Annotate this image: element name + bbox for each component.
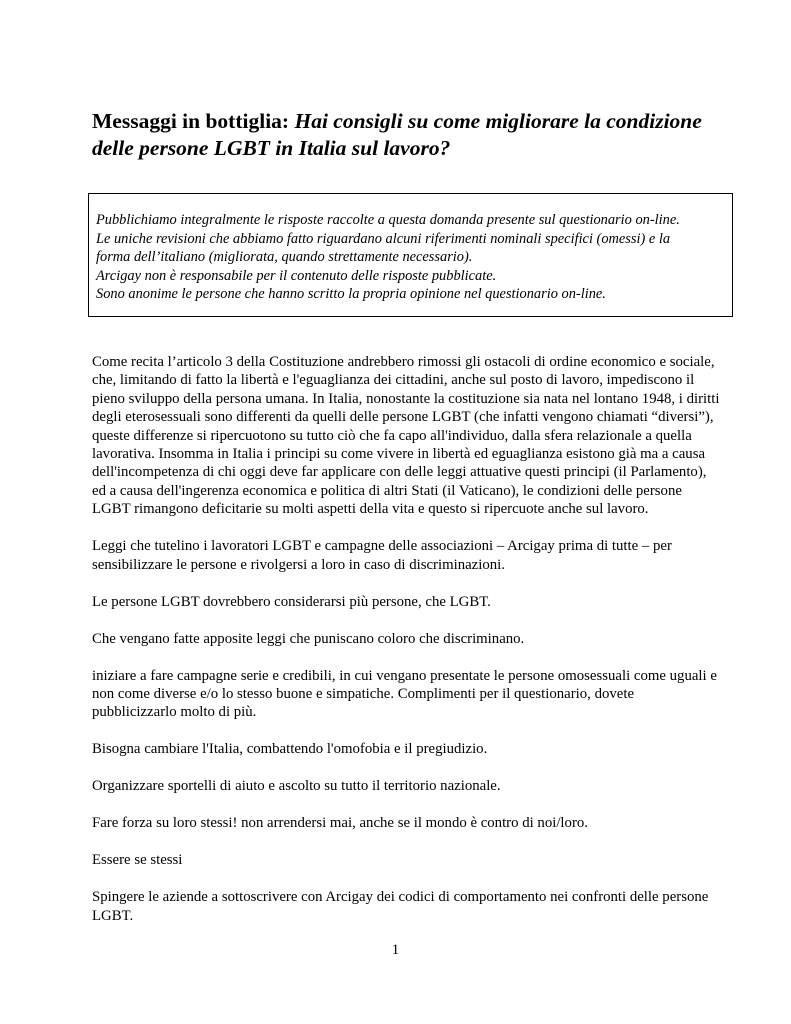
title-lead: Messaggi in bottiglia: <box>92 109 290 133</box>
answer-paragraph: Essere se stessi <box>92 852 183 869</box>
answer-paragraph: Le persone LGBT dovrebbero considerarsi più persone, che LGBT. <box>92 593 491 610</box>
notice-line: Sono anonime le persone che hanno scritto la propria opinione nel questionario on-line. <box>96 286 606 302</box>
notice-line: forma dell’italiano (migliorata, quando strettamente necessario). <box>96 249 473 265</box>
notice-line: Arcigay non è responsabile per il contenuto delle risposte pubblicate. <box>96 267 497 284</box>
answer-paragraph: Come recita l’articolo 3 della Costituzione andrebbero rimossi gli ostacoli di ordine economico e sociale, che, limitando di fatto la libertà e l'eguaglianza dei cittadini, anche sul posto di lavoro, impediscono il pieno sviluppo della persona umana. In Italia, nonostante la costituzione sia nata nel lontano 1948, i diritti degli eterosessuali sono differenti da quelli delle persone LGBT (che infatti vengono chiamati “diversi”), queste differenze si ripercuotono su tutto ciò che fa capo all'individuo, dalla sfera relazionale a quella lavorativa. Insomma in Italia i principi su come vivere in libertà ed eguaglianza esistono già ma a causa dell'incompetenza di chi oggi deve far applicare con delle leggi attuative questi principi (il Parlamento), ed a causa dell'ingerenza economica e politica di altri Stati (il Vaticano), le condizioni delle persone LGBT rimangono deficitarie su molti aspetti della vita e questo si ripercuote anche sul lavoro. <box>92 354 720 518</box>
answer-paragraph: Spingere le aziende a sottoscrivere con Arcigay dei codici di comportamento nei confronti delle persone LGBT. <box>92 889 709 924</box>
answer-paragraph: Bisogna cambiare l'Italia, combattendo l'omofobia e il pregiudizio. <box>92 741 488 758</box>
page-number: 1 <box>391 942 400 958</box>
document-title <box>92 108 732 162</box>
answer-paragraph: Leggi che tutelino i lavoratori LGBT e campagne delle associazioni – Arcigay prima di tutte – per sensibilizzare le persone e rivolgersi a loro in caso di discriminazioni. <box>92 538 672 573</box>
answers-list <box>92 353 722 944</box>
editorial-notice-box <box>88 193 733 317</box>
notice-line: Le uniche revisioni che abbiamo fatto riguardano alcuni riferimenti nominali specifici (omessi) e la <box>96 230 671 247</box>
editorial-notice <box>96 211 732 304</box>
answer-paragraph: Organizzare sportelli di aiuto e ascolto su tutto il territorio nazionale. <box>92 778 501 795</box>
title-question: Hai consigli su come migliorare la condizione delle persone LGBT in Italia sul lavoro? <box>92 109 702 160</box>
answer-paragraph: Che vengano fatte apposite leggi che puniscano coloro che discriminano. <box>92 630 525 647</box>
answer-paragraph: iniziare a fare campagne serie e credibili, in cui vengano presentate le persone omosessuali come uguali e non come diverse e/o lo stesso buone e simpatiche. Complimenti per il questionario, dovete pubblicizzarlo molto di più. <box>92 667 717 721</box>
notice-line: Pubblichiamo integralmente le risposte raccolte a questa domanda presente sul questionario on-line. <box>96 212 680 228</box>
answer-paragraph: Fare forza su loro stessi! non arrendersi mai, anche se il mondo è contro di noi/loro. <box>92 815 588 832</box>
